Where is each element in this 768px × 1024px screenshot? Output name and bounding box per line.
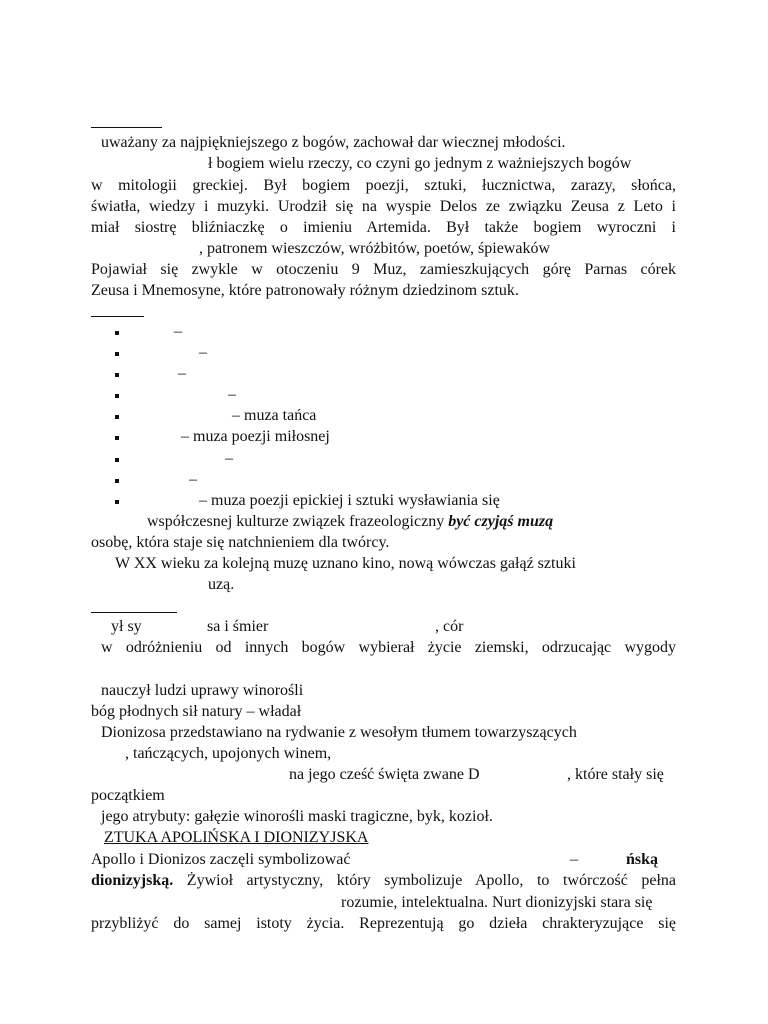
section-line-1-dash: – — [570, 851, 578, 868]
section-line-1-bold: ńską — [626, 851, 659, 868]
dionizos-line-4: bóg płodnych sił natury – władał — [91, 703, 302, 720]
muse-item-6: – muza poezji miłosnej — [181, 428, 330, 445]
muse-item-8: – — [189, 471, 197, 488]
muse-line-2: osobę, która staje się natchnieniem dla twórcy. — [91, 534, 390, 551]
apollo-line-8: Zeusa i Mnemosyne, które patronowały różnym dziedzinom sztuk. — [91, 282, 519, 299]
apollo-line-5: miał siostrę bliźniaczkę o imieniu Artemida. Był także bogiem wyroczni i — [91, 219, 676, 236]
dionizos-line-5: Dionizosa przedstawiano na rydwanie z wesołym tłumem towarzyszących — [101, 724, 577, 741]
section-line-3: rozumie, intelektualna. Nurt dionizyjski stara się — [341, 894, 653, 911]
section-line-1a: Apollo i Dionizos zaczęli symbolizować — [91, 851, 351, 868]
section-heading: ZTUKA APOLIŃSKA I DIONIZYJSKA — [104, 829, 369, 846]
muse-item-5: – muza tańca — [232, 407, 317, 424]
apollo-line-6: , patronem wieszczów, wróżbitów, poetów, śpiewaków — [199, 240, 551, 257]
section-line-4: przybliżyć do samej istoty życia. Reprezentują go dzieła chrakteryzujące się — [91, 915, 676, 932]
muse-line-3: W XX wieku za kolejną muzę uznano kino, nową wówczas gałąź sztuki — [115, 555, 576, 572]
dionizos-line-9: jego atrybuty: gałęzie winorośli maski tragiczne, byk, kozioł. — [101, 808, 493, 825]
dionizos-line-7b: , które stały się — [567, 766, 664, 783]
muse-item-2: – — [199, 344, 207, 361]
bullet-icon — [115, 436, 119, 440]
bullet-icon — [115, 331, 119, 335]
phrase-emphasis: być czyjąś muzą — [448, 513, 554, 530]
bullet-icon — [115, 500, 119, 504]
muse-item-4: – — [228, 386, 236, 403]
bullet-icon — [115, 352, 119, 356]
bullet-icon — [115, 458, 119, 462]
bullet-icon — [115, 479, 119, 483]
muse-item-1: – — [174, 323, 182, 340]
apollo-line-1: uważany za najpiękniejszego z bogów, zachował dar wiecznej młodości. — [101, 134, 566, 151]
apollo-line-4: światła, wiedzy i muzyki. Urodził się na wyspie Delos ze związku Zeusa z Leto i — [91, 198, 676, 215]
bullet-icon — [115, 373, 119, 377]
muse-item-7: – — [225, 450, 233, 467]
dionizos-line-3: nauczył ludzi uprawy winorośli — [101, 682, 304, 699]
bullet-icon — [115, 394, 119, 398]
bullet-icon — [115, 415, 119, 419]
dionizos-fragment-3: , cór — [435, 618, 464, 635]
apollo-line-2: ł bogiem wielu rzeczy, co czyni go jednym z ważniejszych bogów — [208, 155, 632, 172]
muse-phrase-line: współczesnej kulturze związek frazeologiczny być czyjąś muzą — [147, 513, 554, 530]
section-divider-apollo — [91, 127, 162, 128]
muse-item-9: – muza poezji epickiej i sztuki wysławiania się — [199, 492, 500, 509]
dionizos-fragment-1: ył sy — [111, 618, 142, 635]
apollo-line-7: Pojawiał się zwykle w otoczeniu 9 Muz, zamieszkujących górę Parnas córek — [91, 261, 676, 278]
section-divider-dionizos — [91, 612, 177, 613]
dionizos-fragment-2: sa i śmier — [207, 618, 269, 635]
muse-item-3: – — [178, 365, 186, 382]
dionizos-line-2: w odróżnieniu od innych bogów wybierał życie ziemski, odrzucając wygody — [101, 639, 676, 656]
apollo-line-3: w mitologii greckiej. Był bogiem poezji, sztuki, łucznictwa, zarazy, słońca, — [91, 177, 676, 194]
dionizos-line-8: początkiem — [91, 787, 165, 804]
dionizos-line-6: , tańczących, upojonych winem, — [125, 745, 332, 762]
section-line-2: dionizyjską. Żywioł artystyczny, który symbolizuje Apollo, to twórczość pełna — [91, 872, 676, 889]
dionizos-line-7a: na jego cześć święta zwane D — [289, 766, 480, 783]
section-divider-muses — [91, 316, 144, 317]
muse-line-4: uzą. — [208, 576, 235, 593]
